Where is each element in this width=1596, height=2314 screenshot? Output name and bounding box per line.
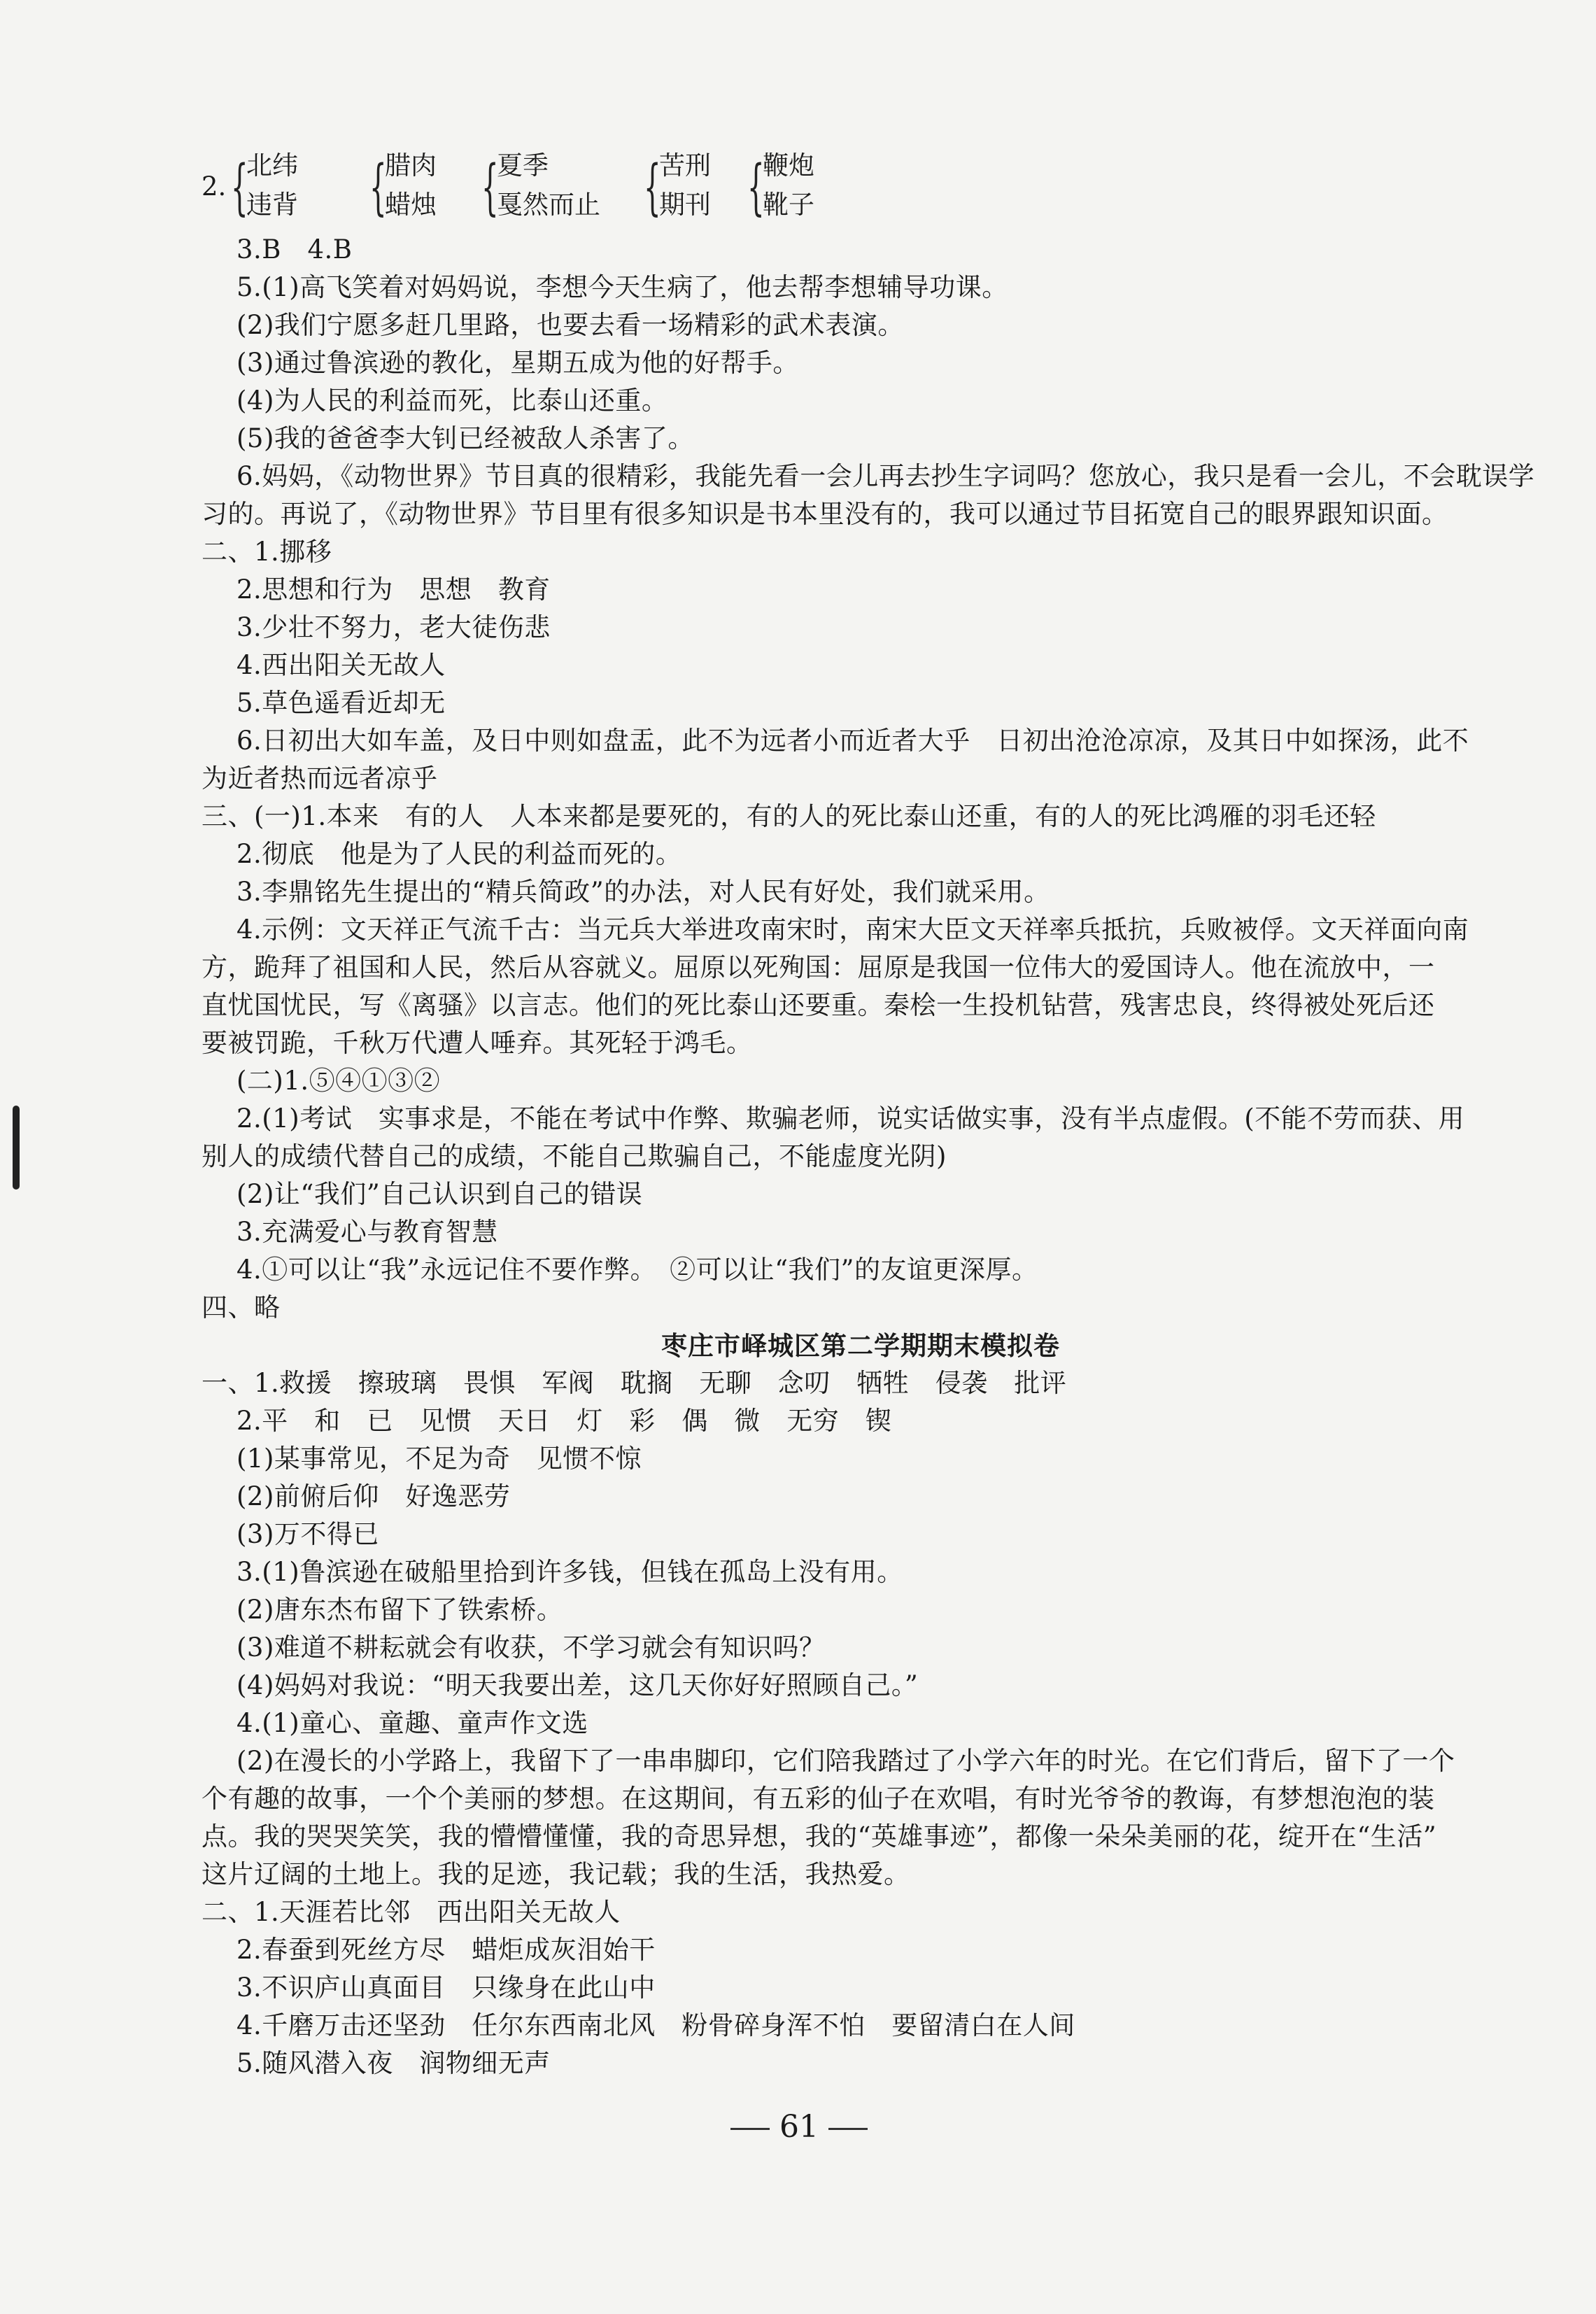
answer-line: 3.少壮不努力，老大徒伤悲	[236, 612, 551, 642]
answer-line: (4)为人民的利益而死，比泰山还重。	[236, 386, 668, 416]
word: 戛然而止	[497, 190, 600, 220]
section-heading: 二、1.天涯若比邻 西出阳关无故人	[202, 1897, 621, 1927]
answer-line: 5.随风潜入夜 润物细无声	[236, 2048, 551, 2078]
word: 北纬	[246, 150, 298, 181]
left-brace-icon: {	[369, 153, 387, 223]
answer-line: 直忧国忧民，写《离骚》以言志。他们的死比泰山还要重。秦桧一生投机钻营，残害忠良，终得被处死后还	[202, 990, 1435, 1020]
answer-line: 4.千磨万击还坚劲 任尔东西南北风 粉骨碎身浑不怕 要留清白在人间	[236, 2010, 1075, 2040]
answer-line: 这片辽阔的土地上。我的足迹，我记载；我的生活，我热爱。	[202, 1859, 910, 1889]
answer-line: 6.日初出大如车盖，及日中则如盘盂，此不为远者小而近者大乎 日初出沧沧凉凉，及其日中如探汤，此不	[236, 726, 1469, 756]
answer-line: 个有趣的故事，一个个美丽的梦想。在这期间，有五彩的仙子在欢唱，有时光爷爷的教诲，有梦想泡泡的装	[202, 1784, 1435, 1814]
brace-word-group	[202, 147, 901, 231]
left-brace-icon: {	[747, 153, 765, 223]
dash-icon	[828, 2128, 868, 2130]
answer-line: 5.(1)高飞笑着对妈妈说，李想今天生病了，他去帮李想辅导功课。	[236, 272, 1008, 302]
answer-line: (2)前俯后仰 好逸恶劳	[236, 1481, 511, 1511]
answer-line: 4.西出阳关无故人	[236, 650, 446, 680]
answer-line: 4.示例：文天祥正气流千古：当元兵大举进攻南宋时，南宋大臣文天祥率兵抵抗，兵败被俘。文天祥面向南	[236, 915, 1469, 945]
answer-line: 为近者热而远者凉乎	[202, 763, 438, 793]
left-brace-icon: {	[481, 153, 499, 223]
answer-line: (2)我们宁愿多赶几里路，也要去看一场精彩的武术表演。	[236, 310, 904, 340]
answer-line: (3)通过鲁滨逊的教化，星期五成为他的好帮手。	[236, 348, 799, 378]
answer-line: 2.平 和 已 见惯 天日 灯 彩 偶 微 无穷 锲	[236, 1406, 892, 1436]
answer-line: (3)万不得已	[236, 1519, 379, 1549]
answer-line: 方，跪拜了祖国和人民，然后从容就义。屈原以死殉国：屈原是我国一位伟大的爱国诗人。他在流放中，一	[202, 952, 1435, 982]
left-brace-icon: {	[231, 153, 248, 223]
answer-line: 点。我的哭哭笑笑，我的懵懵懂懂，我的奇思异想，我的“英雄事迹”，都像一朵朵美丽的花，绽开在“生活”	[202, 1821, 1437, 1851]
word: 违背	[246, 190, 298, 220]
answer-line: (5)我的爸爸李大钊已经被敌人杀害了。	[236, 423, 694, 453]
answer-line: 3.充满爱心与教育智慧	[236, 1217, 498, 1247]
section-heading: 三、(一)1.本来 有的人 人本来都是要死的，有的人的死比泰山还重，有的人的死比鸿雁的羽毛还轻	[202, 801, 1376, 831]
scan-edge-mark	[13, 1106, 20, 1190]
word: 鞭炮	[763, 150, 814, 181]
answer-line: 4.①可以让“我”永远记住不要作弊。 ②可以让“我们”的友谊更深厚。	[236, 1255, 1038, 1285]
answer-line: (2)唐东杰布留下了铁索桥。	[236, 1595, 563, 1625]
section-heading: 二、1.挪移	[202, 537, 332, 567]
word: 靴子	[763, 190, 814, 220]
answer-line: 3.李鼎铭先生提出的“精兵简政”的办法，对人民有好处，我们就采用。	[236, 877, 1050, 907]
answer-line: 2.(1)考试 实事求是，不能在考试中作弊、欺骗老师，说实话做实事，没有半点虚假。(不能不劳而获、用	[236, 1103, 1465, 1134]
answer-line: 3.(1)鲁滨逊在破船里拾到许多钱，但钱在孤岛上没有用。	[236, 1557, 903, 1587]
answer-line: 2.彻底 他是为了人民的利益而死的。	[236, 839, 682, 869]
answer-line: 6.妈妈，《动物世界》节目真的很精彩，我能先看一会儿再去抄生字词吗？您放心，我只是看一会儿，不会耽误学	[236, 461, 1535, 491]
left-brace-icon: {	[644, 153, 661, 223]
word: 夏季	[497, 150, 549, 181]
answer-line: (二)1.⑤④①③②	[236, 1066, 441, 1096]
page-number-text: 61	[779, 2109, 819, 2145]
item-number: 2.	[202, 171, 227, 202]
answer-line: 别人的成绩代替自己的成绩，不能自己欺骗自己，不能虚度光阴)	[202, 1141, 947, 1171]
answer-line: 2.思想和行为 思想 教育	[236, 574, 551, 605]
answer-line: 2.春蚕到死丝方尽 蜡炬成灰泪始干	[236, 1935, 656, 1965]
word: 苦刑	[659, 150, 711, 181]
section-heading: 一、1.救援 擦玻璃 畏惧 军阀 耽搁 无聊 念叨 牺牲 侵袭 批评	[202, 1368, 1067, 1398]
answer-line: 习的。再说了，《动物世界》节目里有很多知识是书本里没有的，我可以通过节目拓宽自己的眼界跟知识面。	[202, 499, 1448, 529]
answer-line: 3.不识庐山真面目 只缘身在此山中	[236, 1973, 656, 2003]
dash-icon	[730, 2128, 770, 2130]
answer-line: (1)某事常见，不足为奇 见惯不惊	[236, 1444, 642, 1474]
answer-line: 3.B 4.B	[236, 234, 353, 264]
answer-line: 5.草色遥看近却无	[236, 688, 446, 718]
section-heading: 四、略	[202, 1292, 281, 1322]
exam-title: 枣庄市峄城区第二学期期末模拟卷	[661, 1330, 1060, 1361]
answer-line: (3)难道不耕耘就会有收获，不学习就会有知识吗？	[236, 1632, 826, 1663]
word: 期刊	[659, 190, 711, 220]
answer-line: 4.(1)童心、童趣、童声作文选	[236, 1708, 588, 1738]
answer-line: (2)在漫长的小学路上，我留下了一串串脚印，它们陪我踏过了小学六年的时光。在它们背后，留下了一个	[236, 1746, 1455, 1776]
word: 腊肉	[385, 150, 437, 181]
word: 蜡烛	[385, 190, 437, 220]
answer-line: 要被罚跪，千秋万代遭人唾弃。其死轻于鸿毛。	[202, 1028, 753, 1058]
answer-line: (2)让“我们”自己认识到自己的错误	[236, 1179, 643, 1209]
page-number	[721, 2106, 877, 2148]
answer-line: (4)妈妈对我说：“明天我要出差，这几天你好好照顾自己。”	[236, 1670, 919, 1700]
